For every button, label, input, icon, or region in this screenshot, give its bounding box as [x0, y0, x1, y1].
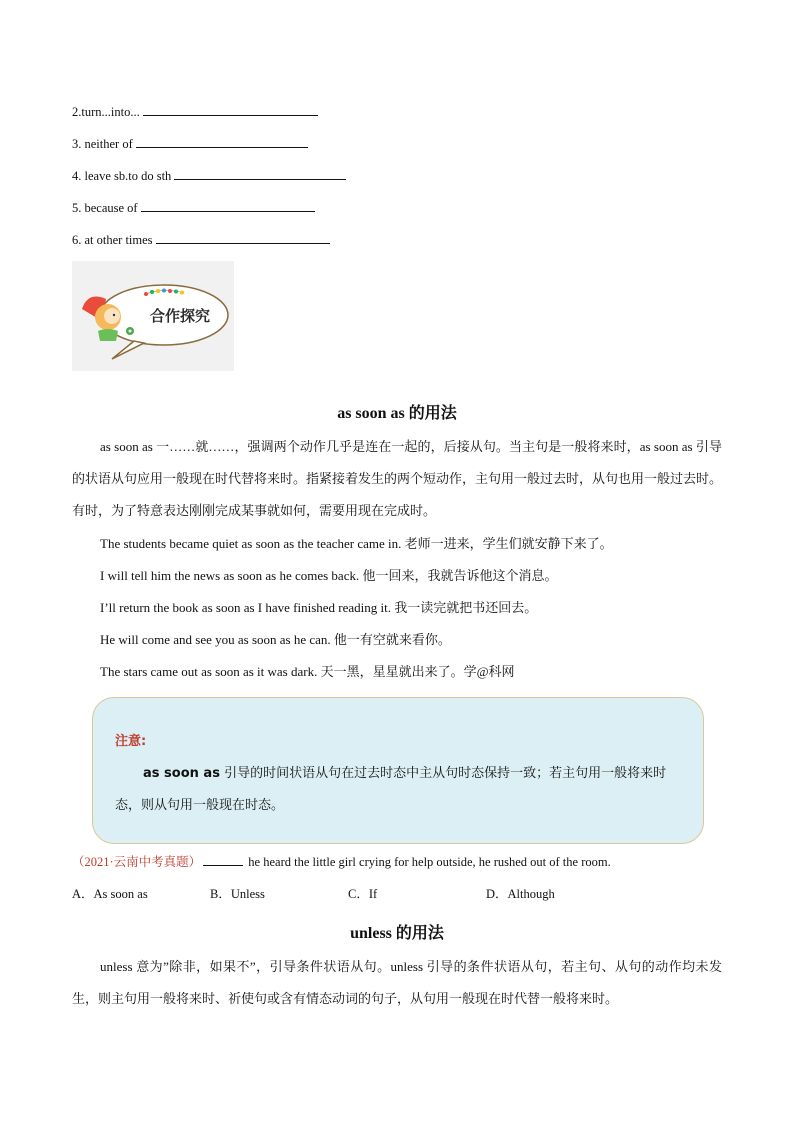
- example-sentence: He will come and see you as soon as he can. 他一有空就来看你。: [100, 632, 451, 647]
- answer-blank[interactable]: [143, 103, 318, 116]
- speech-bubble-illustration: [72, 261, 234, 371]
- phrase-text: 3. neither of: [72, 137, 133, 151]
- question-blank[interactable]: [203, 854, 243, 866]
- answer-blank[interactable]: [156, 231, 330, 244]
- note-text: 引导的时间状语从句在过去时态中主从句时态保持一致；若主句用一般将来时态，则从句用一般现在时态。: [115, 766, 667, 813]
- phrase-item: [72, 135, 308, 152]
- example-sentence: I’ll return the book as soon as I have finished reading it. 我一读完就把书还回去。: [100, 600, 538, 615]
- phrase-text: 4. leave sb.to do sth: [72, 169, 172, 183]
- question-stem: he heard the little girl crying for help outside, he rushed out of the room.: [245, 855, 611, 869]
- note-title: 注意:: [115, 734, 147, 749]
- phrase-text: 5. because of: [72, 201, 138, 215]
- phrase-item: [72, 231, 330, 248]
- example-sentence: The students became quiet as soon as the teacher came in. 老师一进来，学生们就安静下来了。: [100, 536, 613, 551]
- note-body: [115, 758, 687, 822]
- exam-question: [72, 852, 611, 870]
- phrase-item: [72, 167, 346, 184]
- explanation-paragraph: as soon as 一……就……，强调两个动作几乎是连在一起的，后接从句。当主句是一般将来时，as soon as 引导的状语从句应用一般现在时代替将来时。指紧接着发生的两个短动作，主句用一般过去时，从句也用一般过去时。有时，为了特意表达刚刚完成某事就如何，需要用现在完成时。: [72, 439, 723, 518]
- explanation-paragraph: unless 意为”除非，如果不”，引导条件状语从句。unless 引导的条件状语从句，若主句、从句的动作均未发生，则主句用一般将来时、祈使句或含有情态动词的句子，从句用一般现在时代替一般将来时。: [72, 959, 722, 1006]
- question-source: （2021·云南中考真题）: [72, 855, 202, 869]
- option-c[interactable]: C．If: [348, 887, 378, 901]
- note-box: [92, 697, 704, 844]
- example-sentence: I will tell him the news as soon as he comes back. 他一回来，我就告诉他这个消息。: [100, 568, 558, 583]
- section-title: unless 的用法: [350, 925, 444, 942]
- option-d[interactable]: D．Although: [486, 887, 555, 901]
- example-sentence: The stars came out as soon as it was dark. 天一黑，星星就出来了。学@科网: [100, 664, 515, 679]
- phrase-item: [72, 199, 315, 216]
- option-a[interactable]: A．As soon as: [72, 887, 148, 901]
- section-title: as soon as 的用法: [337, 405, 457, 422]
- answer-blank[interactable]: [174, 167, 346, 180]
- cooperative-inquiry-banner: [72, 261, 234, 371]
- answer-blank[interactable]: [136, 135, 308, 148]
- answer-blank[interactable]: [141, 199, 315, 212]
- phrase-item: [72, 103, 318, 120]
- option-b[interactable]: B．Unless: [210, 887, 265, 901]
- phrase-text: 6. at other times: [72, 233, 153, 247]
- note-keyword: as soon as: [143, 766, 220, 781]
- phrase-text: 2.turn...into...: [72, 105, 140, 119]
- banner-label: 合作探究: [149, 307, 211, 325]
